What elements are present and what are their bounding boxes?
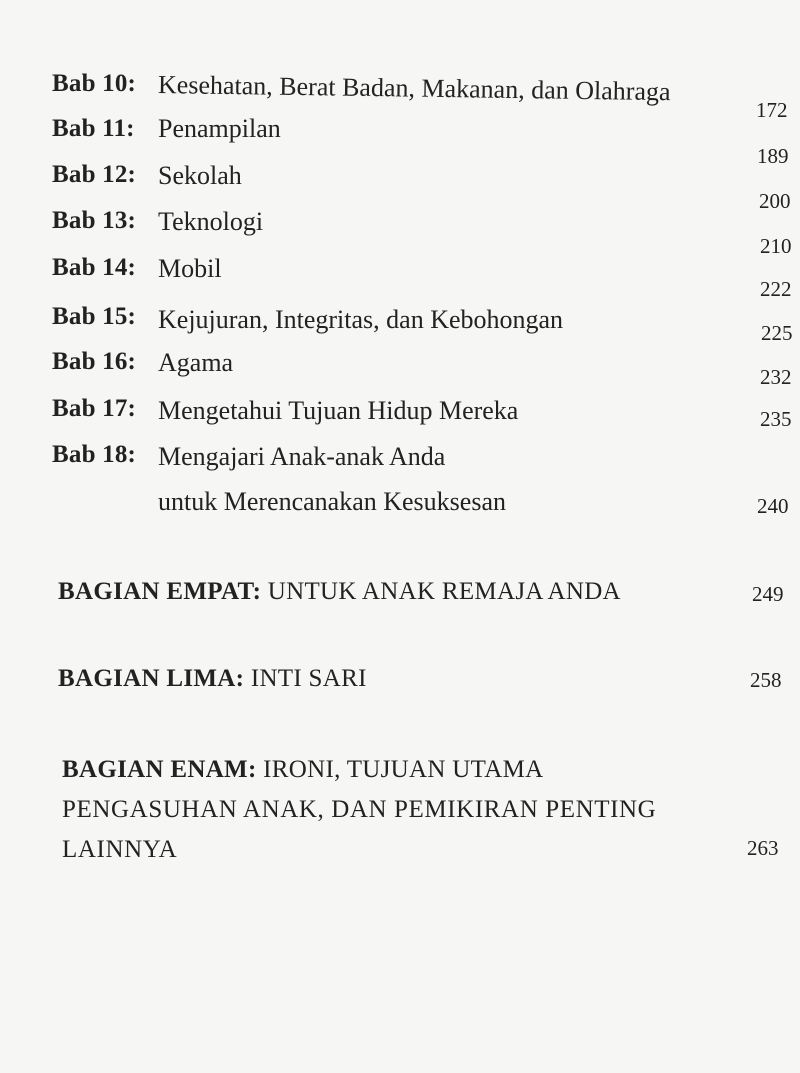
chapter-label: Bab 15: [52,303,137,330]
part-label: BAGIAN LIMA: [58,665,245,692]
part-heading [62,756,543,784]
chapter-label: Bab 11: [52,115,135,142]
chapter-title-line-2: untuk Merencanakan Kesuksesan [158,487,506,516]
chapter-label: Bab 12: [52,161,137,188]
page-number: 249 [752,582,784,606]
page-number: 172 [756,98,788,122]
page-number: 235 [760,407,792,431]
part-title: INTI SARI [250,665,367,692]
page-number: 240 [757,494,789,518]
chapter-label: Bab 16: [52,348,137,375]
page-number: 258 [750,668,782,692]
page-number: 189 [757,144,789,168]
page-number: 200 [759,189,791,213]
chapter-title: Mengajari Anak-anak Anda [158,442,446,471]
chapter-title: Penampilan [158,114,281,143]
part-title-line-3: LAINNYA [62,836,178,863]
chapter-label: Bab 18: [52,441,137,468]
chapter-title: Teknologi [158,207,264,236]
chapter-label: Bab 13: [52,207,137,234]
chapter-title: Mengetahui Tujuan Hidup Mereka [158,396,519,425]
chapter-title: Agama [158,348,234,377]
part-title: IRONI, TUJUAN UTAMA [263,756,544,783]
chapter-label: Bab 10: [52,70,137,97]
chapter-title: Mobil [158,254,222,283]
part-title-line-2: PENGASUHAN ANAK, DAN PEMIKIRAN PENTING [62,796,657,823]
part-heading [58,665,367,693]
chapter-title: Sekolah [158,161,242,190]
part-label: BAGIAN ENAM: [62,756,257,783]
part-label: BAGIAN EMPAT: [58,578,262,605]
chapter-label: Bab 14: [52,254,137,281]
chapter-label: Bab 17: [52,395,137,422]
chapter-title: Kesehatan, Berat Badan, Makanan, dan Olahraga [157,70,671,107]
page-number: 210 [760,234,792,258]
part-heading [58,578,621,606]
page-number: 263 [747,836,779,860]
page-number: 225 [761,321,793,345]
chapter-title: Kejujuran, Integritas, dan Kebohongan [158,305,564,334]
page-number: 222 [760,277,792,301]
page-number: 232 [760,365,792,389]
part-title: UNTUK ANAK REMAJA ANDA [267,578,621,605]
